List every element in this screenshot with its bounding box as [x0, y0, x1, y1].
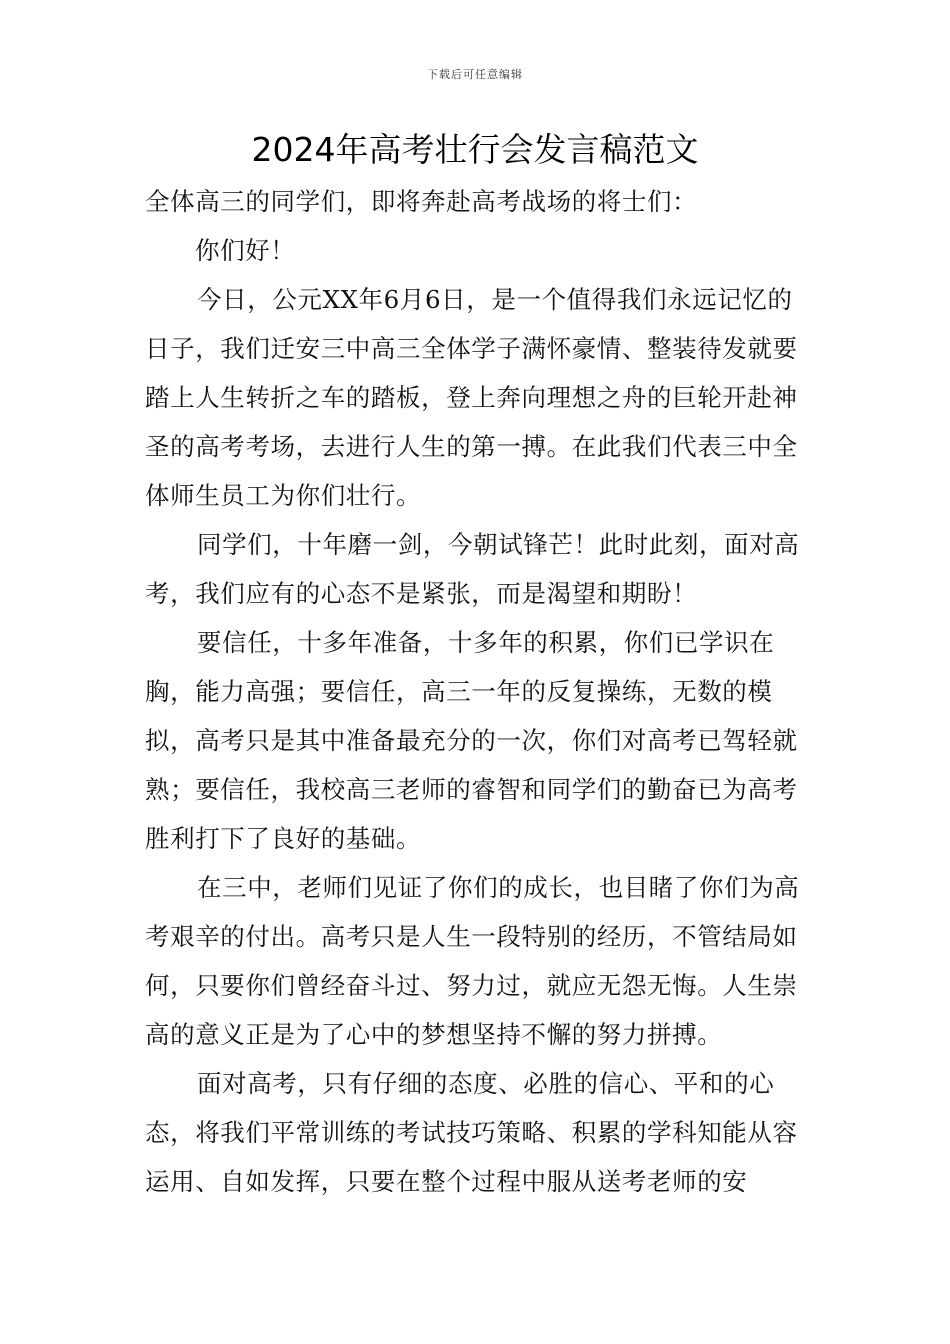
salutation-line: 全体高三的同学们，即将奔赴高考战场的将士们： [145, 187, 698, 216]
document-title: 2024年高考壮行会发言稿范文 [251, 130, 699, 169]
paragraph-3: 要信任，十多年准备，十多年的积累，你们已学识在胸，能力高强；要信任，高三一年的反复操练，无数的模拟，高考只是其中准备最充分的一次，你们对高考已驾轻就熟；要信任，我校高三老师的睿智和同学们的勤奋已为高考胜利打下了良好的基础。 [145, 628, 798, 853]
page-header-note: 下载后可任意编辑 [427, 68, 523, 81]
paragraph-2: 同学们，十年磨一剑，今朝试锋芒！此时此刻，面对高考，我们应有的心态不是紧张，而是渴望和期盼！ [145, 530, 800, 608]
greeting-line: 你们好！ [195, 236, 296, 265]
paragraph-4: 在三中，老师们见证了你们的成长，也目睹了你们为高考艰辛的付出。高考只是人生一段特别的经历，不管结局如何，只要你们曾经奋斗过、努力过，就应无怨无悔。人生崇高的意义正是为了心中的梦想坚持不懈的努力拼搏。 [145, 873, 800, 1049]
paragraph-1: 今日，公元XX年6月6日，是一个值得我们永远记忆的日子，我们迁安三中高三全体学子满怀豪情、整装待发就要踏上人生转折之车的踏板，登上奔向理想之舟的巨轮开赴神圣的高考考场，去进行人生的第一搏。在此我们代表三中全体师生员工为你们壮行。 [145, 285, 798, 510]
document-body [145, 177, 810, 1206]
paragraph-5: 面对高考，只有仔细的态度、必胜的信心、平和的心态，将我们平常训练的考试技巧策略、积累的学科知能从容运用、自如发挥，只要在整个过程中服从送考老师的安 [145, 1069, 798, 1196]
